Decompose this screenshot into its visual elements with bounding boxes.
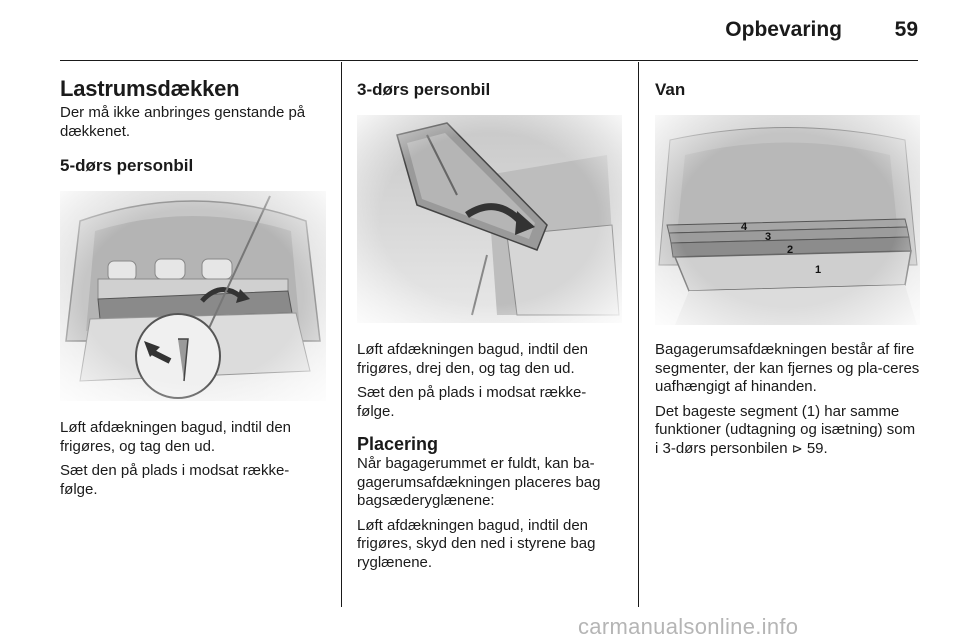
- subheading-van: Van: [655, 80, 686, 99]
- column-divider-2: [638, 62, 639, 607]
- footer-watermark: carmanualsonline.info: [578, 614, 799, 639]
- instruction-5-door-1: Løft afdækningen bagud, indtil den frigøres, og tag den ud.: [60, 419, 291, 455]
- subheading-5-door: 5-dørs personbil: [60, 156, 194, 175]
- intro-text: Der må ikke anbringes genstande på dækkenet.: [60, 104, 306, 140]
- page-reference-link[interactable]: 59.: [806, 439, 828, 457]
- section-title: Lastrumsdækken: [60, 76, 240, 101]
- van-description: Bagagerumsafdækningen består af fire segmenter, der kan fjernes og pla-ceres uafhængigt af hinanden.: [655, 341, 920, 395]
- placering-text-2: Løft afdækningen bagud, indtil den frigøres, skyd den ned i styrene bag ryglænene.: [357, 516, 596, 571]
- figure-3-door-cover: [357, 115, 622, 323]
- illustration-5-door: [60, 191, 326, 401]
- illustration-van: [655, 115, 920, 325]
- placering-text-1: Når bagagerummet er fuldt, kan ba-gagerumsafdækningen placeres bag bagsæderyglænene:: [357, 455, 601, 509]
- page-number: 59: [894, 18, 918, 41]
- page-header: [0, 18, 918, 48]
- instruction-3-door-2: Sæt den på plads i modsat række-følge.: [357, 384, 587, 420]
- arrow-reference-icon: ⊳: [791, 441, 803, 457]
- instruction-3-door-1: Løft afdækningen bagud, indtil den frigøres, drej den, og tag den ud.: [357, 341, 588, 377]
- instruction-5-door-2: Sæt den på plads i modsat række-følge.: [60, 462, 290, 498]
- column-2: [357, 62, 622, 572]
- subheading-3-door: 3-dørs personbil: [357, 80, 491, 99]
- illustration-3-door: [357, 115, 622, 323]
- header-rule: [60, 60, 918, 61]
- column-divider-1: [341, 62, 342, 607]
- van-rear-segment: [655, 403, 920, 460]
- figure-van-cover: [655, 115, 920, 325]
- subheading-placering: Placering: [357, 434, 439, 454]
- van-rear-segment-text: Det bageste segment (1) har samme funktioner (udtagning og isætning) som i 3-dørs personbilen: [655, 402, 916, 457]
- page-section-title: Opbevaring: [725, 18, 842, 41]
- figure-5-door-cover: [60, 191, 326, 401]
- column-3: [655, 62, 920, 459]
- column-1: [60, 62, 326, 499]
